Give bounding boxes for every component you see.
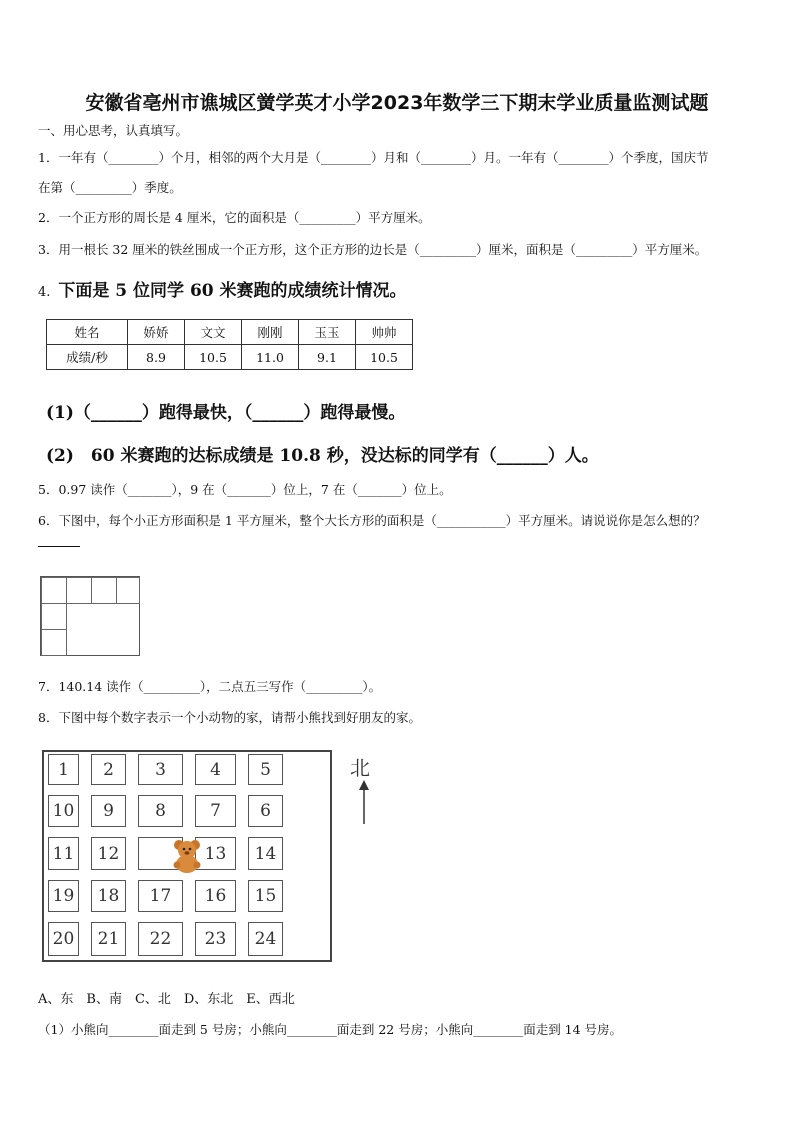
table-cell: 11.0 — [242, 345, 299, 370]
small-square — [41, 629, 67, 656]
table-header-cell: 刚刚 — [242, 320, 299, 345]
table-header-cell: 玉玉 — [299, 320, 356, 345]
house-grid — [42, 750, 332, 962]
table-cell: 10.5 — [356, 345, 413, 370]
grid-cell: 24 — [248, 922, 283, 956]
table-header-cell: 文文 — [185, 320, 242, 345]
question-4-number: 4. — [38, 285, 51, 300]
grid-cell: 21 — [91, 922, 126, 956]
scores-table — [46, 319, 413, 370]
question-3: 3．用一根长 32 厘米的铁丝围成一个正方形，这个正方形的边长是（_________）厘米，面积是（_________）平方厘米。 — [38, 242, 708, 257]
north-arrow-icon — [354, 780, 374, 825]
question-2: 2．一个正方形的周长是 4 厘米，它的面积是（_________）平方厘米。 — [38, 210, 431, 225]
grid-cell: 5 — [248, 754, 283, 785]
grid-cell: 10 — [48, 795, 79, 827]
grid-cell: 14 — [248, 837, 283, 870]
grid-cell: 2 — [91, 754, 126, 785]
grid-cell: 4 — [195, 754, 236, 785]
question-8-sub-1: （1）小熊向________面走到 5 号房；小熊向________面走到 22 号房；小熊向________面走到 14 号房。 — [38, 1022, 623, 1037]
table-cell: 10.5 — [185, 345, 242, 370]
grid-cell: 9 — [91, 795, 126, 827]
grid-cell: 11 — [48, 837, 79, 870]
grid-cell: 12 — [91, 837, 126, 870]
small-square — [116, 577, 140, 604]
grid-cell: 7 — [195, 795, 236, 827]
question-5: 5．0.97 读作（_______），9 在（_______）位上，7 在（_______）位上。 — [38, 482, 452, 497]
table-cell: 9.1 — [299, 345, 356, 370]
grid-cell: 15 — [248, 880, 283, 912]
table-row — [47, 345, 413, 370]
grid-cell: 18 — [91, 880, 126, 912]
question-8: 8．下图中每个数字表示一个小动物的家，请帮小熊找到好朋友的家。 — [38, 710, 421, 725]
section-heading: 一、用心思考，认真填写。 — [38, 123, 189, 138]
page-title: 安徽省亳州市谯城区黉学英才小学2023年数学三下期末学业质量监测试题 — [85, 92, 709, 114]
grid-cell: 3 — [138, 754, 183, 785]
question-4-sub-1: (1)（______）跑得最快，（______）跑得最慢。 — [46, 403, 406, 423]
north-label: 北 — [350, 756, 370, 780]
small-square — [91, 577, 117, 604]
grid-cell: 6 — [248, 795, 283, 827]
grid-cell: 22 — [138, 922, 183, 956]
grid-cell: 23 — [195, 922, 236, 956]
question-4 — [38, 276, 407, 301]
table-cell: 8.9 — [128, 345, 185, 370]
table-cell: 成绩/秒 — [47, 345, 128, 370]
small-square — [41, 603, 67, 630]
answer-line — [38, 546, 80, 547]
question-1-line-2: 在第（_________）季度。 — [38, 180, 182, 195]
grid-cell: 13 — [195, 837, 236, 870]
rectangle-figure — [40, 576, 140, 656]
question-6: 6．下图中，每个小正方形面积是 1 平方厘米，整个大长方形的面积是（___________）平方厘米。请说说你是怎么想的？ — [38, 513, 706, 528]
grid-cell: 19 — [48, 880, 79, 912]
small-square — [41, 577, 67, 604]
small-square — [66, 577, 92, 604]
bear-icon — [168, 836, 206, 874]
question-1-line-1: 1．一年有（________）个月，相邻的两个大月是（________）月和（________）月。一年有（________）个季度，国庆节 — [38, 150, 709, 165]
north-indicator — [346, 752, 376, 822]
grid-cell: 8 — [138, 795, 183, 827]
question-7: 7．140.14 读作（_________），二点五三写作（_________）。 — [38, 679, 382, 694]
table-header-cell: 帅帅 — [356, 320, 413, 345]
answer-options: A、东 B、南 C、北 D、东北 E、西北 — [38, 992, 295, 1007]
grid-cell: 1 — [48, 754, 79, 785]
table-header-cell: 姓名 — [47, 320, 128, 345]
grid-cell: 16 — [195, 880, 236, 912]
question-4-sub-2: (2) 60 米赛跑的达标成绩是 10.8 秒，没达标的同学有（______）人。 — [46, 446, 599, 466]
grid-cell: 20 — [48, 922, 79, 956]
question-4-text: 下面是 5 位同学 60 米赛跑的成绩统计情况。 — [58, 281, 407, 301]
table-header-row — [47, 320, 413, 345]
grid-cell: 17 — [138, 880, 183, 912]
table-header-cell: 娇娇 — [128, 320, 185, 345]
